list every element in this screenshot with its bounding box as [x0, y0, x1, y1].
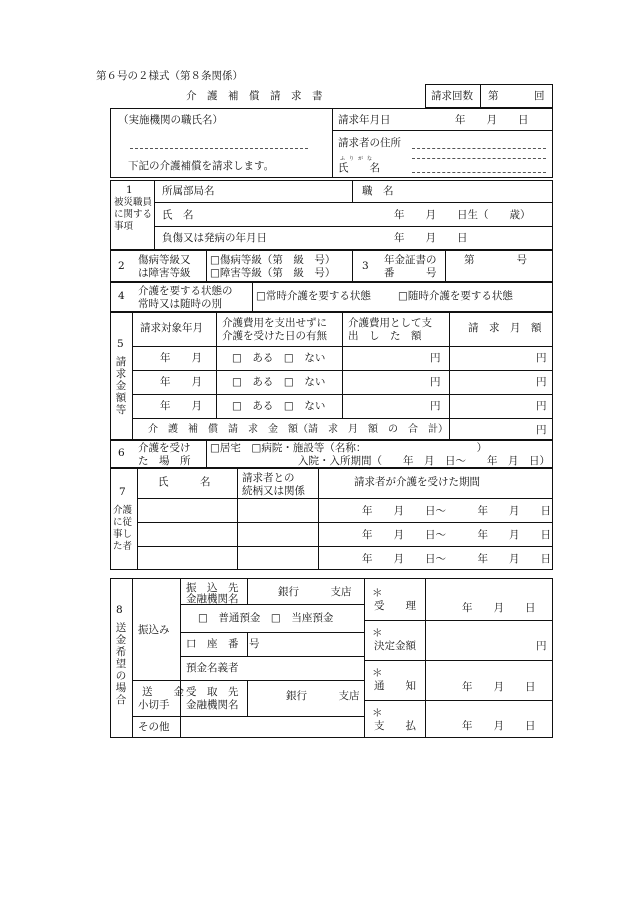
bank-fields[interactable]: 銀行 支店 — [278, 586, 352, 598]
bank-label-1: 振 込 先 — [186, 582, 239, 594]
recv-label-1: 受 取 先 — [186, 686, 239, 698]
row2-paid-unit: 円 — [430, 376, 441, 388]
count-no: 第 — [488, 90, 499, 102]
h-unpaid-1: 介護費用を支出せずに — [222, 317, 327, 329]
section3-label-2: 番 号 — [384, 267, 437, 279]
recv-label-2: 金融機関名 — [186, 699, 239, 711]
total-unit: 円 — [536, 424, 547, 436]
row3-ym[interactable]: 年 月 — [160, 400, 202, 412]
birth-fields[interactable]: 年 月 日生（ 歳） — [394, 209, 531, 221]
section4-label-2: 常時又は随時の別 — [138, 298, 222, 310]
row2-claim-unit: 円 — [536, 376, 547, 388]
decided-star: ＊ — [372, 627, 383, 639]
h-unpaid-2: 介護を受けた日の有無 — [222, 330, 327, 342]
account-number-label: 口 座 番 号 — [186, 638, 260, 650]
row3-claim-unit: 円 — [536, 400, 547, 412]
wound-grade-option[interactable]: □傷病等級（第 級 号） — [210, 254, 336, 266]
h-paid-2: 出 し た 額 — [348, 330, 422, 342]
injury-date-label: 負傷又は発病の年月日 — [162, 232, 267, 244]
carer-row3-period[interactable]: 年 月 日～ 年 月 日 — [362, 553, 551, 565]
transfer-label: 振込み — [138, 624, 170, 636]
h-relation-2: 続柄又は関係 — [242, 485, 305, 497]
count-label: 請求回数 — [431, 90, 473, 102]
notice-star: ＊ — [372, 667, 383, 679]
h-claim-amount: 請 求 月 額 — [468, 322, 542, 334]
notice-label: 通 知 — [374, 680, 416, 692]
pension-number[interactable]: 第 号 — [464, 254, 527, 266]
count-unit: 回 — [534, 90, 545, 102]
section6-no: 6 — [118, 447, 125, 459]
decided-unit: 円 — [536, 640, 547, 652]
remit-label-1: 送 金 — [142, 686, 184, 698]
occasional-care-option[interactable]: □随時介護を要する状態 — [398, 290, 513, 302]
received-label: 受 理 — [374, 600, 416, 612]
disability-grade-option[interactable]: □障害等級（第 級 号） — [210, 267, 336, 279]
injury-date-fields[interactable]: 年 月 日 — [394, 232, 468, 244]
h-paid-1: 介護費用として支 — [348, 317, 432, 329]
deposit-type-options[interactable]: □ 普通預金 □ 当座預金 — [198, 612, 334, 624]
row3-paid-unit: 円 — [430, 400, 441, 412]
date-fields[interactable]: 年 月 日 — [455, 114, 529, 126]
section8-title: 送金希望の場合 — [115, 622, 127, 706]
decided-label: 決定金額 — [374, 640, 416, 652]
victim-name-label: 氏 名 — [162, 209, 194, 221]
section7-title: 介護に従事した者 — [113, 505, 133, 552]
section2-label-2: は障害等級 — [138, 267, 191, 279]
h-claim-month: 請求対象年月 — [140, 322, 203, 334]
row3-yn[interactable]: □ ある □ ない — [232, 400, 326, 412]
h-carer-name: 氏 名 — [158, 476, 211, 488]
notice-date[interactable]: 年 月 日 — [462, 681, 536, 693]
constant-care-option[interactable]: □常時介護を要する状態 — [256, 290, 371, 302]
row2-ym[interactable]: 年 月 — [160, 376, 202, 388]
agency-label: （実施機関の職氏名） — [118, 114, 223, 126]
h-relation-1: 請求者との — [242, 472, 295, 484]
section2-label-1: 傷病等級又 — [138, 254, 191, 266]
payment-date[interactable]: 年 月 日 — [462, 720, 536, 732]
form-number: 第６号の２様式（第８条関係） — [96, 70, 243, 82]
received-star: ＊ — [372, 587, 383, 599]
section1-no: 1 — [126, 184, 133, 196]
date-label: 請求年月日 — [338, 114, 391, 126]
section4-no: 4 — [118, 290, 125, 302]
remit-label-2: 小切手 — [138, 699, 170, 711]
post-label: 職 名 — [362, 185, 394, 197]
care-place-options[interactable]: □居宅 □病院・施設等（名称： ） — [210, 442, 488, 454]
section5-title: 請求金額等 — [115, 356, 127, 416]
address-label: 請求者の住所 — [338, 137, 401, 149]
name-label: 氏 名 — [338, 162, 380, 174]
furigana-label: ふりがな — [340, 156, 377, 162]
carer-row1-period[interactable]: 年 月 日～ 年 月 日 — [362, 505, 551, 517]
section6-label-2: た 場 所 — [138, 455, 191, 467]
section7-no: 7 — [119, 486, 126, 498]
row1-ym[interactable]: 年 月 — [160, 352, 202, 364]
row2-yn[interactable]: □ ある □ ない — [232, 376, 326, 388]
admission-period[interactable]: 入院・入所期間（ 年 月 日～ 年 月 日） — [298, 455, 550, 467]
row1-paid-unit: 円 — [430, 352, 441, 364]
section6-label-1: 介護を受け — [138, 442, 191, 454]
section2-no: 2 — [118, 260, 125, 272]
carer-row2-period[interactable]: 年 月 日～ 年 月 日 — [362, 529, 551, 541]
section3-label-1: 年金証書の — [384, 254, 437, 266]
request-text: 下記の介護補償を請求します。 — [128, 160, 275, 172]
section4-label-1: 介護を要する状態の — [138, 285, 233, 297]
section5-no: 5 — [117, 338, 124, 350]
payment-label: 支 払 — [374, 720, 416, 732]
form-title: 介 護 補 償 請 求 書 — [186, 90, 323, 102]
row1-claim-unit: 円 — [536, 352, 547, 364]
dept-label: 所属部局名 — [162, 185, 215, 197]
other-label: その他 — [138, 721, 170, 733]
payment-star: ＊ — [372, 707, 383, 719]
bank-label-2: 金融機関名 — [186, 593, 239, 605]
section1-title: 被災職員に関する事項 — [114, 197, 153, 232]
recv-fields[interactable]: 銀行 支店 — [286, 690, 360, 702]
total-label: 介 護 補 償 請 求 金 額（請 求 月 額 の 合 計） — [148, 424, 448, 435]
section8-no: 8 — [116, 604, 123, 616]
h-care-period: 請求者が介護を受けた期間 — [354, 476, 480, 488]
row1-yn[interactable]: □ ある □ ない — [232, 352, 326, 364]
section3-no: 3 — [362, 260, 369, 272]
account-holder-label: 預金名義者 — [186, 662, 239, 674]
received-date[interactable]: 年 月 日 — [462, 602, 536, 614]
